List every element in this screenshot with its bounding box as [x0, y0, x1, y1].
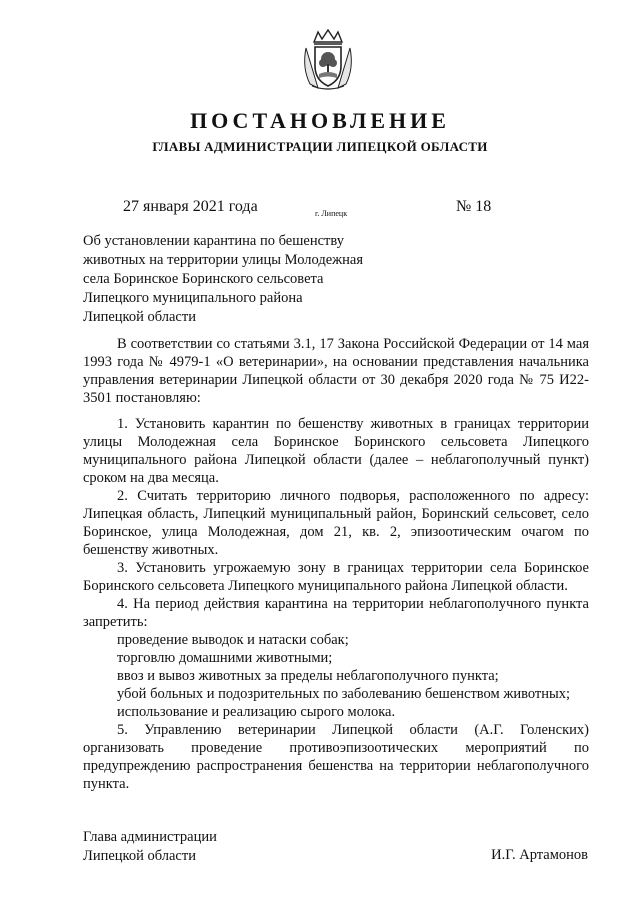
prohibition-item: торговлю домашними животными;: [117, 650, 333, 666]
item-paragraph: 5. Управлению ветеринарии Липецкой области (А.Г. Голенских) организовать проведение противоэпизоотических мероприятий по предупреждению распространения бешенства на территории неблагополучного пункта.: [83, 722, 589, 792]
document-title: ПОСТАНОВЛЕНИЕ: [190, 108, 450, 133]
subject-line: Липецкого муниципального района: [83, 290, 303, 306]
signatory-name: И.Г. Артамонов: [491, 847, 588, 863]
document-subtitle: ГЛАВЫ АДМИНИСТРАЦИИ ЛИПЕЦКОЙ ОБЛАСТИ: [152, 139, 488, 154]
subject-line: Липецкой области: [83, 309, 196, 325]
item-paragraph: 1. Установить карантин по бешенству животных в границах территории улицы Молодежная села Боринское Боринского сельсовета Липецкого муниципального района Липецкой области (далее – неблагополучный пункт) сроком на два месяца.: [83, 416, 589, 486]
prohibition-item: проведение выводок и натаски собак;: [117, 632, 349, 648]
document-date: 27 января 2021 года: [123, 198, 258, 215]
prohibition-item: ввоз и вывоз животных за пределы неблагополучного пункта;: [117, 668, 499, 684]
document-body: [83, 335, 589, 793]
document-number: № 18: [456, 198, 492, 215]
item-paragraph: 2. Считать территорию личного подворья, расположенного по адресу: Липецкая область, Липецкий муниципальный район, Боринский сельсовет, село Боринское, улица Молодежная, дом 21, кв. 2, эпизоотическим очагом по бешенству животных.: [83, 488, 589, 558]
subject-line: села Боринское Боринского сельсовета: [83, 271, 324, 287]
prohibition-list: [83, 631, 589, 721]
subject-line: Об установлении карантина по бешенству: [83, 233, 344, 249]
subject-line: животных на территории улицы Молодежная: [83, 252, 364, 268]
coat-of-arms-icon: [300, 28, 356, 90]
signatory-position-line: Липецкой области: [83, 848, 196, 864]
document-subject: [83, 232, 403, 327]
item-paragraph: 4. На период действия карантина на территории неблагополучного пункта запретить:: [83, 596, 589, 630]
preamble-paragraph: В соответствии со статьями 3.1, 17 Закона Российской Федерации от 14 мая 1993 года № 4979-1 «О ветеринарии», на основании представления начальника управления ветеринарии Липецкой области от 30 декабря 2020 года № 75 И22-3501 постановляю:: [83, 336, 589, 406]
item-paragraph: 3. Установить угрожаемую зону в границах территории села Боринское Боринского сельсовета Липецкого муниципального района Липецкой области.: [83, 560, 589, 594]
document-place: г. Липецк: [315, 209, 348, 218]
prohibition-item: использование и реализацию сырого молока.: [117, 704, 396, 720]
prohibition-item: убой больных и подозрительных по заболеванию бешенством животных;: [117, 686, 571, 702]
signatory-position: [83, 828, 217, 866]
signatory-position-line: Глава администрации: [83, 829, 217, 845]
